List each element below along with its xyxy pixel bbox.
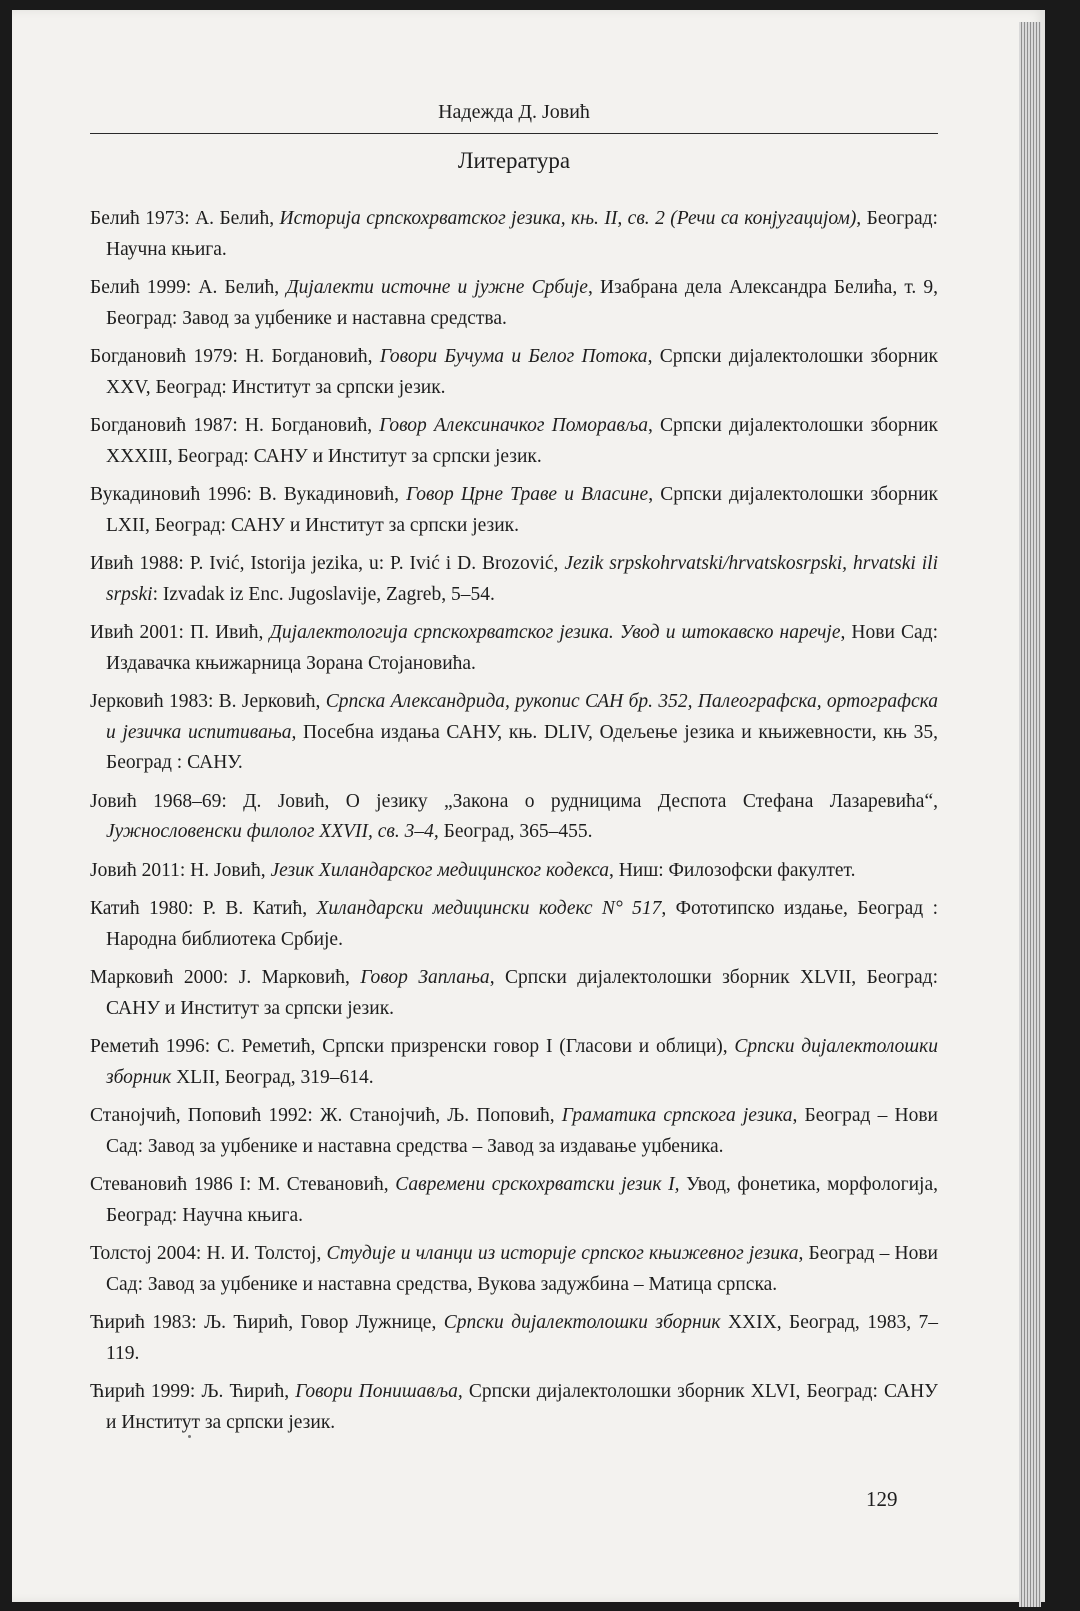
reference-entry: Белић 1999: А. Белић, Дијалекти источне и јужне Србије, Изабрана дела Александра Белића, т. 9, Београд: Завод за уџбенике и наставна средства. xyxy=(90,277,938,329)
reference-entry: Богдановић 1979: Н. Богдановић, Говори Бучума и Белог Потока, Српски дијалектолошки зборник XXV, Београд: Институт за српски језик. xyxy=(90,346,939,398)
reference-entry: Толстој 2004: Н. И. Толстој, Студије и чланци из историје српског књижевног језика, Београд – Нови Сад: Завод за уџбенике и наставна средства, Вукова задужбина – Матица српска. xyxy=(90,1243,938,1295)
reference-entry: Реметић 1996: С. Реметић, Српски призренски говор I (Гласови и облици), Српски дијалектолошки зборник XLII, Београд, 319–614. xyxy=(90,1036,938,1088)
running-header-author: Надежда Д. Јовић xyxy=(438,101,590,123)
reference-entry: Белић 1973: А. Белић, Историја српскохрватског језика, књ. II, св. 2 (Речи са конјугацијом), Београд: Научна књига. xyxy=(90,208,938,260)
reference-entry: Ивић 1988: P. Ivić, Istorija jezika, u: P. Ivić i D. Brozović, Jezik srpskohrvatski/hrvatskosrpski, hrvatski ili srpski: Izvadak iz Enc. Jugoslavije, Zagreb, 5–54. xyxy=(90,553,939,605)
reference-entry: Ћирић 1999: Љ. Ћирић, Говори Понишавља, Српски дијалектолошки зборник XLVI, Београд: САНУ и Институт за српски језик. xyxy=(90,1381,938,1433)
reference-entry: Јерковић 1983: В. Јерковић, Српска Александрида, рукопис САН бр. 352, Палеографска, ортографска и језичка испитивања, Посебна издања САНУ, књ. DLIV, Одељење језика и књижевности, књ 35, Београд : САНУ. xyxy=(90,691,938,773)
reference-entry: Јовић 2011: Н. Јовић, Језик Хиландарског медицинског кодекса, Ниш: Филозофски факултет. xyxy=(90,859,856,881)
reference-entry: Стевановић 1986 I: М. Стевановић, Савремени срскохрватски језик I, Увод, фонетика, морфологија, Београд: Научна књига. xyxy=(90,1174,938,1226)
paper-speck xyxy=(188,1435,191,1438)
reference-list xyxy=(90,204,938,1446)
page-edge xyxy=(1019,22,1041,1607)
reference-entry: Марковић 2000: Ј. Марковић, Говор Заплања, Српски дијалектолошки зборник XLVII, Београд: САНУ и Институт за српски језик. xyxy=(90,967,938,1019)
reference-entry: Вукадиновић 1996: В. Вукадиновић, Говор Црне Траве и Власине, Српски дијалектолошки зборник LXII, Београд: САНУ и Институт за српски језик. xyxy=(90,484,939,536)
reference-entry: Ћирић 1983: Љ. Ћирић, Говор Лужнице, Српски дијалектолошки зборник XXIX, Београд, 1983, 7–119. xyxy=(90,1312,939,1364)
reference-entry: Катић 1980: Р. В. Катић, Хиландарски медицински кодекс N° 517, Фототипско издање, Београд : Народна библиотека Србије. xyxy=(90,898,938,950)
reference-entry: Јовић 1968–69: Д. Јовић, О језику „Закона о рудницима Деспота Стефана Лазаревића“, Јужнословенски филолог XXVII, св. 3–4, Београд, 365–455. xyxy=(90,790,938,842)
section-title: Литература xyxy=(457,148,571,173)
header-rule xyxy=(90,133,938,134)
page-number: 129 xyxy=(866,1487,898,1511)
reference-entry: Богдановић 1987: Н. Богдановић, Говор Алексиначког Поморавља, Српски дијалектолошки зборник XXXIII, Београд: САНУ и Институт за српски језик. xyxy=(90,415,938,467)
reference-entry: Ивић 2001: П. Ивић, Дијалектологија српскохрватског језика. Увод и штокавско наречје, Нови Сад: Издавачка књижарница Зорана Стојановића. xyxy=(90,622,938,674)
reference-entry: Станојчић, Поповић 1992: Ж. Станојчић, Љ. Поповић, Граматика српскога језика, Београд – Нови Сад: Завод за уџбенике и наставна средства – Завод за издавање уџбеника. xyxy=(90,1105,938,1157)
